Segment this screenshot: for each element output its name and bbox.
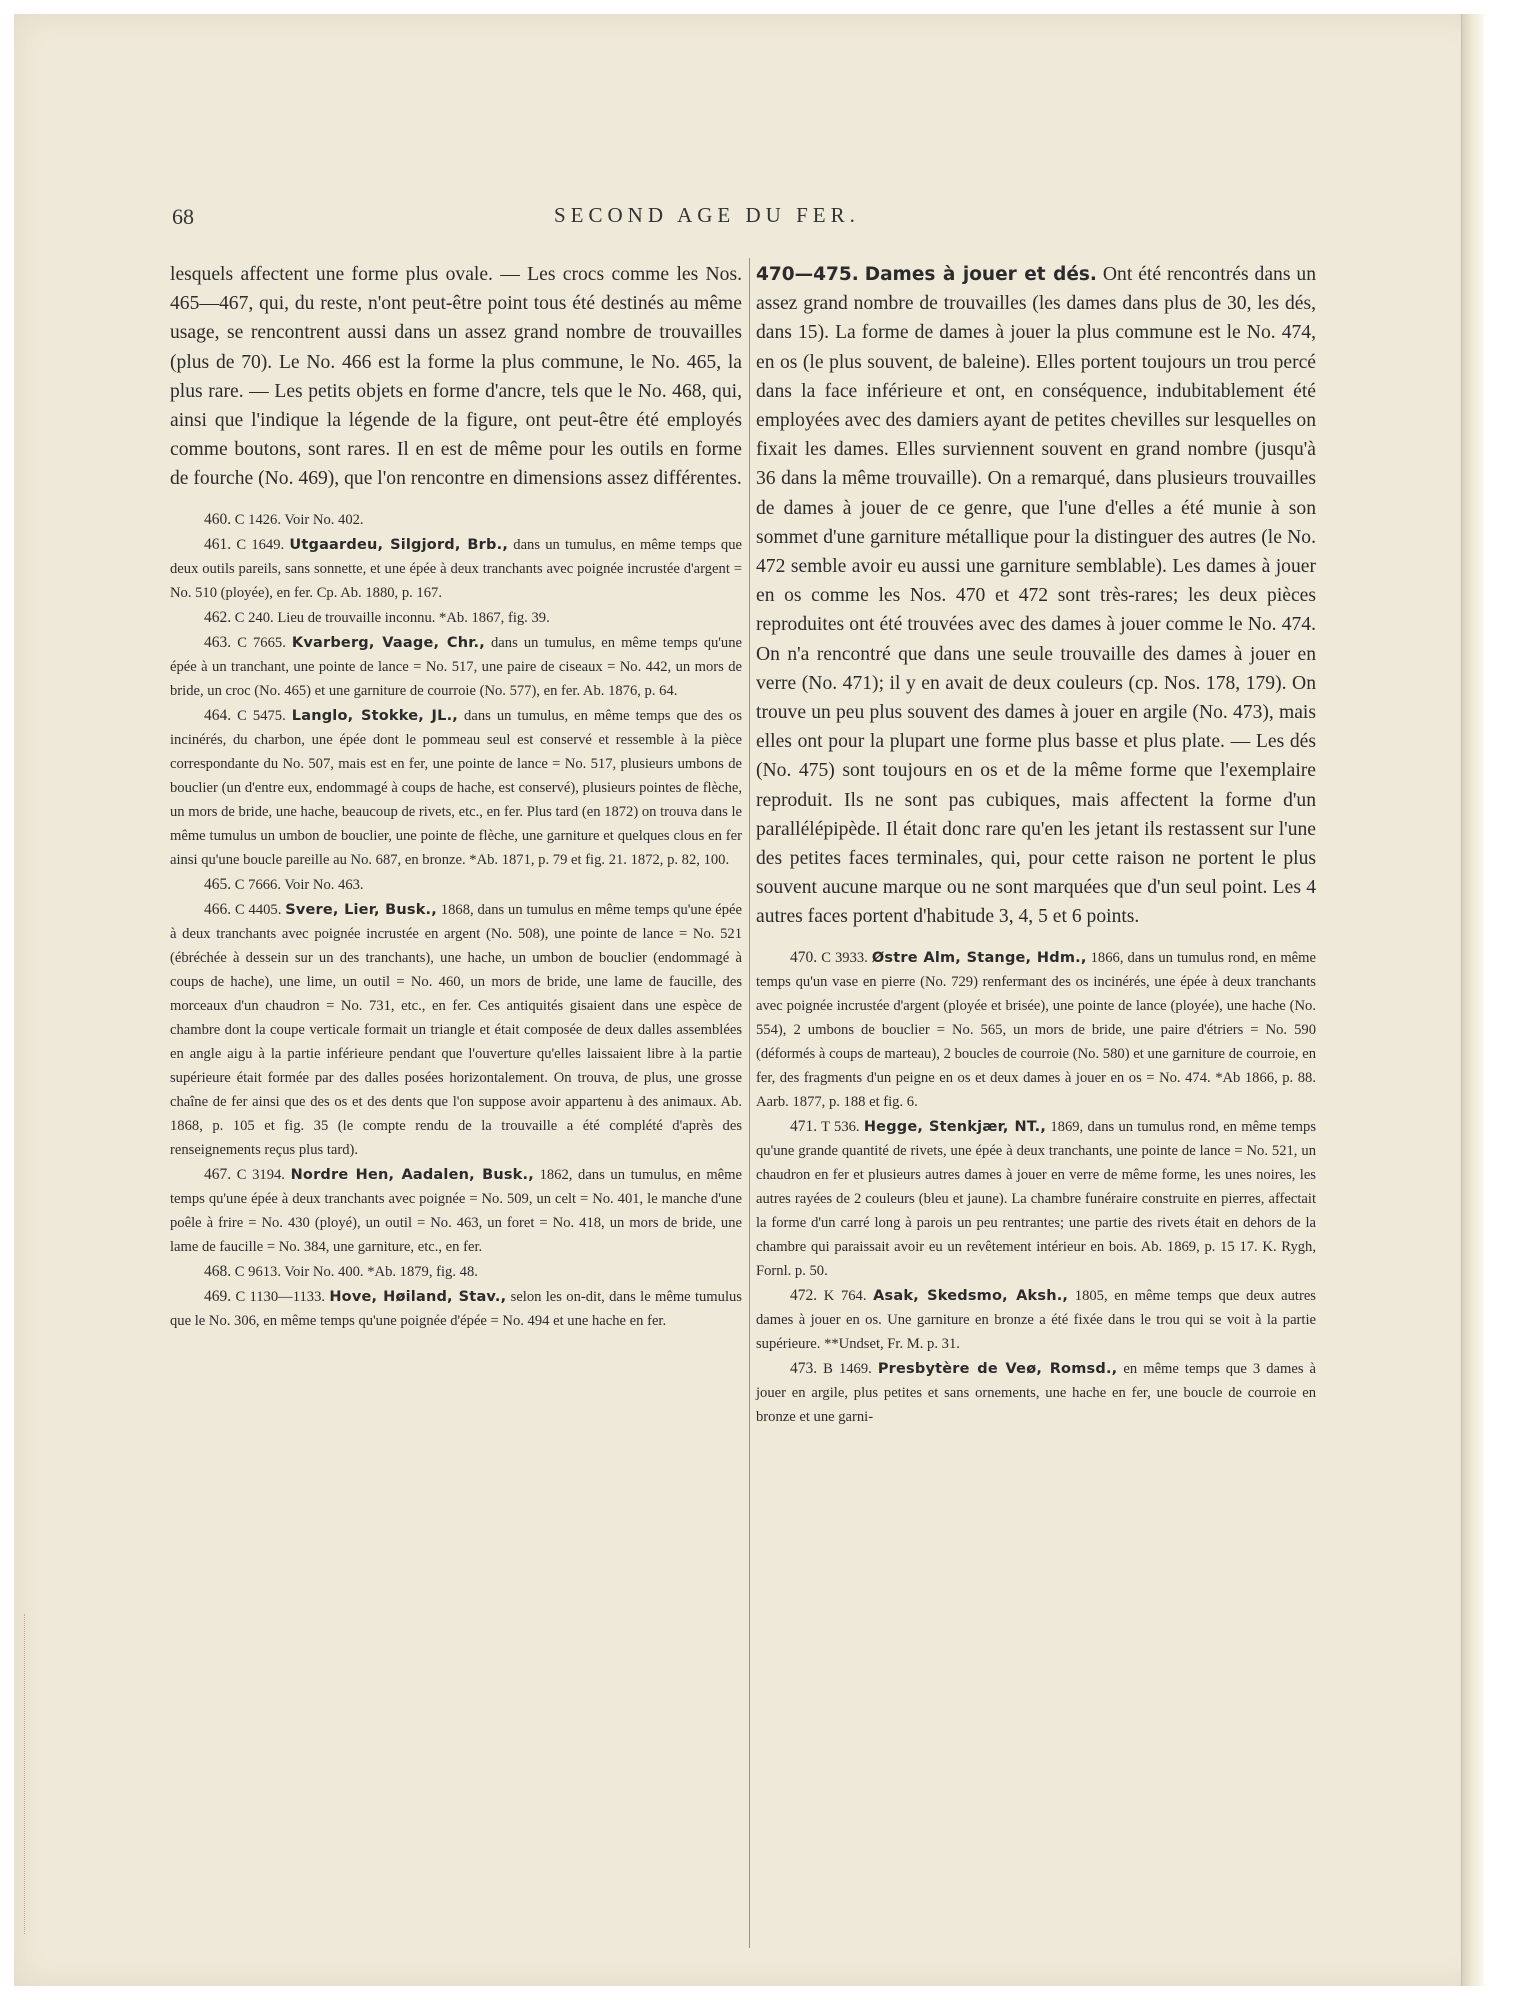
find-place: Svere, Lier, Busk., bbox=[285, 901, 437, 918]
find-place: Østre Alm, Stange, Hdm., bbox=[871, 949, 1087, 966]
note-462: 462. C 240. Lieu de trouvaille inconnu. *Ab. 1867, fig. 39. bbox=[204, 608, 550, 626]
note-468: 468. C 9613. Voir No. 400. *Ab. 1879, fig. 48. bbox=[204, 1262, 478, 1280]
left-paragraph: lesquels affectent une forme plus ovale. — Les crocs comme les Nos. 465—467, qui, du reste, n'ont peut-être point tous été destinés au même usage, se rencontrent aussi dans un assez grand nombre de trouvailles (plus de 70). Le No. 466 est la forme la plus commune, le No. 465, la plus rare. — Les petits objets en forme d'ancre, tels que le No. 468, qui, ainsi que l'indique la légende de la figure, ont peut-être été employés comme boutons, sont rares. Il en est de même pour les outils en forme de fourche (No. 469), que l'on rencontre en dimensions assez différentes. bbox=[170, 264, 742, 490]
note-465: 465. C 7666. Voir No. 463. bbox=[204, 875, 364, 893]
left-notes bbox=[170, 508, 742, 1333]
find-place: Hove, Høiland, Stav., bbox=[329, 1288, 507, 1305]
right-paragraph: 470—475. Dames à jouer et dés. Ont été rencontrés dans un assez grand nombre de trouvailles (les dames dans plus de 30, les dés, dans 15). La forme de dames à jouer la plus commune est le No. 474, en os (le plus souvent, de baleine). Elles portent toujours un trou percé dans la face inférieure et ont, en conséquence, indubitablement été employées avec des damiers ayant de petites chevilles sur lesquelles on fixait les dames. Elles surviennent souvent en grand nombre (jusqu'à 36 dans la même trouvaille). On a remarqué, dans plusieurs trouvailles de dames à jouer de ce genre, que l'une d'elles a été munie à son sommet d'une garniture métallique pour la distinguer des autres (le No. 472 semble avoir eu aussi une garniture semblable). Les dames à jouer en os comme les Nos. 470 et 472 sont très-rares; les deux pièces reproduites ont été trouvées avec des dames à jouer comme le No. 474. On n'a rencontré que dans une seule trouvaille des dames à jouer en verre (No. 471); il y en avait de deux couleurs (cp. Nos. 178, 179). On trouve un peu plus souvent des dames à jouer en argile (No. 473), mais elles ont pour la plupart une forme plus basse et plus plate. — Les dés (No. 475) sont toujours en os et de la même forme que l'exemplaire reproduit. Ils ne sont pas cubiques, mais affectent la forme d'un parallélépipède. Il était donc rare qu'en les jetant ils restassent sur l'une des petites faces terminales, qui, pour cette raison ne portent le plus souvent aucune marque ou ne sont marquées que d'un seul point. Les 4 autres faces portent d'habitude 3, 4, 5 et 6 points. bbox=[756, 264, 1316, 928]
note-472: 472. K 764. Asak, Skedsmo, Aksh., 1805, en même temps que deux autres dames à jouer en os. Une garniture en bronze a été fixée dans le trou qui se voit à la partie supérieure. **Undset, Fr. M. p. 31. bbox=[756, 1286, 1316, 1352]
note-471: 471. T 536. Hegge, Stenkjær, NT., 1869, dans un tumulus rond, en même temps qu'une grande quantité de rivets, une épée à deux tranchants, une pointe de lance = No. 521, un chaudron en fer et plusieurs autres dames à jouer en verre de même forme, les unes noires, les autres rayées de 2 couleurs (bleu et jaune). La chambre funéraire construite en pierres, affectait la forme d'un carré long à parois un peu rentrantes; une partie des rivets était en dehors de la chambre qui paraissait avoir eu un revêtement intérieur en bois. Ab. 1869, p. 15 17. K. Rygh, Fornl. p. 50. bbox=[756, 1117, 1316, 1279]
find-place: Utgaardeu, Silgjord, Brb., bbox=[289, 536, 509, 553]
column-divider bbox=[749, 258, 750, 1948]
right-notes bbox=[756, 946, 1316, 1429]
note-461: 461. C 1649. Utgaardeu, Silgjord, Brb., dans un tumulus, en même temps que deux outils pareils, sans sonnette, et une épée à deux tranchants avec poignée incrustée d'argent = No. 510 (ployée), en fer. Cp. Ab. 1880, p. 167. bbox=[170, 535, 743, 601]
note-460: 460. C 1426. Voir No. 402. bbox=[204, 510, 364, 528]
page-number: 68 bbox=[172, 204, 194, 229]
running-head: SECOND AGE DU FER. bbox=[554, 203, 860, 227]
section-title: Dames à jouer et dés. bbox=[864, 264, 1097, 285]
book-page bbox=[14, 14, 1484, 1986]
left-column bbox=[170, 260, 742, 1333]
note-473: 473. B 1469. Presbytère de Veø, Romsd., en même temps que 3 dames à jouer en argile, plus petites et sans ornements, une hache en fer, une boucle de courroie en bronze et une garni- bbox=[756, 1359, 1317, 1425]
find-place: Presbytère de Veø, Romsd., bbox=[877, 1360, 1118, 1377]
note-470: 470. C 3933. Østre Alm, Stange, Hdm., 1866, dans un tumulus rond, en même temps qu'un vase en pierre (No. 729) renfermant des os incinérés, une épée à deux tranchants avec poignée incrustée d'argent (ployée et brisée), une pointe de lance (ployée), une hache (No. 554), 2 umbons de bouclier = No. 565, un mors de bride, une paire d'étriers = No. 590 (déformés à coups de marteau), 2 boucles de courroie (No. 580) et une garniture de courroie, en fer, des fragments d'un peigne en os et deux dames à jouer en os = No. 474. *Ab 1866, p. 88. Aarb. 1877, p. 188 et fig. 6. bbox=[756, 948, 1316, 1110]
note-463: 463. C 7665. Kvarberg, Vaage, Chr., dans un tumulus, en même temps qu'une épée à un tranchant, une pointe de lance = No. 517, une paire de ciseaux = No. 442, un mors de bride, un croc (No. 465) et une garniture de courroie (No. 577), en fer. Ab. 1876, p. 64. bbox=[170, 633, 743, 699]
page-edge bbox=[1461, 14, 1484, 1986]
note-466: 466. C 4405. Svere, Lier, Busk., 1868, dans un tumulus en même temps qu'une épée à deux tranchants avec poignée incrustée en argent (No. 508), une pointe de lance = No. 521 (ébréchée à dessein sur un des tranchants), une hache, un umbon de bouclier (endommagé à coups de hache), une lime, un outil = No. 460, un mors de bride, une lame de faucille, des morceaux d'un chaudron = No. 731, etc., en fer. Ces antiquités gisaient dans une espèce de chambre dont la coupe verticale formait un triangle et était composée de deux dalles assemblées en angle aigu à la partie inférieure pendant que l'ouverture qu'elles laissaient libre à la partie supérieure était formée par des dalles posées horizontalement. On trouva, de plus, une grosse chaîne de fer ainsi que des os et des dents que l'on suppose avoir appartenu à des animaux. Ab. 1868, p. 105 et fig. 35 (le compte rendu de la trouvaille a été complété d'après des renseignements reçus plus tard). bbox=[170, 900, 743, 1158]
note-467: 467. C 3194. Nordre Hen, Aadalen, Busk., 1862, dans un tumulus, en même temps qu'une épée à deux tranchants avec poignée = No. 509, un celt = No. 401, le manche d'une poêle à frire = No. 430 (ployé), un outil = No. 463, un foret = No. 418, un mors de bride, une lame de faucille = No. 384, une garniture, etc., en fer. bbox=[170, 1165, 742, 1255]
right-column bbox=[756, 260, 1316, 1429]
find-place: Langlo, Stokke, JL., bbox=[291, 707, 459, 724]
section-range: 470—475. bbox=[756, 264, 859, 285]
note-469: 469. C 1130—1133. Hove, Høiland, Stav., selon les on-dit, dans le même tumulus que le No. 306, en même temps qu'une poignée d'épée = No. 494 et une hache en fer. bbox=[170, 1287, 742, 1329]
find-place: Nordre Hen, Aadalen, Busk., bbox=[290, 1166, 534, 1183]
margin-marks bbox=[24, 1614, 29, 1934]
find-place: Asak, Skedsmo, Aksh., bbox=[873, 1287, 1069, 1304]
find-place: Kvarberg, Vaage, Chr., bbox=[291, 634, 485, 651]
find-place: Hegge, Stenkjær, NT., bbox=[863, 1118, 1047, 1135]
note-464: 464. C 5475. Langlo, Stokke, JL., dans un tumulus, en même temps que des os incinérés, du charbon, une épée dont le pommeau seul est conservé et ressemble à la pièce correspondante du No. 507, mais est en fer, une pointe de lance = No. 517, plusieurs umbons de bouclier (un d'entre eux, endommagé à coups de hache, est conservé), plusieurs pointes de flèche, un mors de bride, une hache, beaucoup de rivets, etc., en fer. Plus tard (en 1872) on trouva dans le même tumulus un umbon de bouclier, une pointe de flèche, une garniture et quelques clous en fer ainsi qu'une boucle pareille au No. 687, en bronze. *Ab. 1871, p. 79 et fig. 21. 1872, p. 82, 100. bbox=[170, 706, 743, 868]
